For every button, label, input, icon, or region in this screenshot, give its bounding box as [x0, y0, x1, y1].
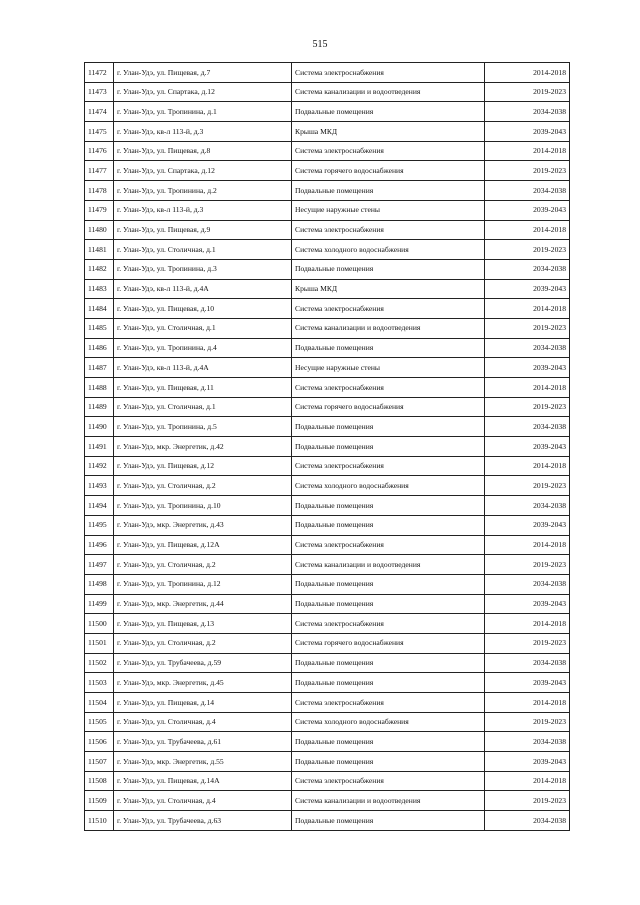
address-cell: г. Улан-Удэ, ул. Столичная, д.2 — [114, 476, 292, 496]
period-cell: 2014-2018 — [485, 378, 570, 398]
system-cell: Система холодного водоснабжения — [292, 476, 485, 496]
table-row — [85, 259, 570, 279]
table-row — [85, 693, 570, 713]
address-cell: г. Улан-Удэ, ул. Столичная, д.4 — [114, 791, 292, 811]
system-cell: Система холодного водоснабжения — [292, 712, 485, 732]
address-cell: г. Улан-Удэ, ул. Пищевая, д.10 — [114, 299, 292, 319]
table-row — [85, 338, 570, 358]
period-cell: 2019-2023 — [485, 318, 570, 338]
row-number: 11473 — [85, 82, 114, 102]
row-number: 11476 — [85, 141, 114, 161]
system-cell: Система электроснабжения — [292, 378, 485, 398]
system-cell: Подвальные помещения — [292, 673, 485, 693]
system-cell: Подвальные помещения — [292, 732, 485, 752]
address-cell: г. Улан-Удэ, мкр. Энергетик, д.43 — [114, 515, 292, 535]
system-cell: Система электроснабжения — [292, 141, 485, 161]
period-cell: 2034-2038 — [485, 811, 570, 831]
period-cell: 2014-2018 — [485, 771, 570, 791]
table-row — [85, 200, 570, 220]
address-cell: г. Улан-Удэ, мкр. Энергетик, д.42 — [114, 437, 292, 457]
table-row — [85, 279, 570, 299]
address-cell: г. Улан-Удэ, кв-л 113-й, д.4А — [114, 279, 292, 299]
table-row — [85, 122, 570, 142]
period-cell: 2019-2023 — [485, 240, 570, 260]
row-number: 11501 — [85, 633, 114, 653]
period-cell: 2039-2043 — [485, 752, 570, 772]
system-cell: Подвальные помещения — [292, 574, 485, 594]
address-cell: г. Улан-Удэ, ул. Пищевая, д.12А — [114, 535, 292, 555]
row-number: 11484 — [85, 299, 114, 319]
period-cell: 2034-2038 — [485, 732, 570, 752]
system-cell: Несущие наружные стены — [292, 358, 485, 378]
address-cell: г. Улан-Удэ, кв-л 113-й, д.3 — [114, 200, 292, 220]
row-number: 11499 — [85, 594, 114, 614]
period-cell: 2019-2023 — [485, 82, 570, 102]
table-row — [85, 82, 570, 102]
row-number: 11480 — [85, 220, 114, 240]
system-cell: Система канализации и водоотведения — [292, 791, 485, 811]
period-cell: 2034-2038 — [485, 653, 570, 673]
period-cell: 2014-2018 — [485, 63, 570, 83]
address-cell: г. Улан-Удэ, мкр. Энергетик, д.45 — [114, 673, 292, 693]
table-row — [85, 752, 570, 772]
system-cell: Подвальные помещения — [292, 338, 485, 358]
period-cell: 2034-2038 — [485, 496, 570, 516]
table-row — [85, 614, 570, 634]
address-cell: г. Улан-Удэ, ул. Тропинина, д.12 — [114, 574, 292, 594]
row-number: 11487 — [85, 358, 114, 378]
address-cell: г. Улан-Удэ, ул. Пищевая, д.8 — [114, 141, 292, 161]
system-cell: Подвальные помещения — [292, 811, 485, 831]
table-row — [85, 535, 570, 555]
period-cell: 2019-2023 — [485, 712, 570, 732]
system-cell: Подвальные помещения — [292, 594, 485, 614]
table-row — [85, 397, 570, 417]
address-cell: г. Улан-Удэ, ул. Столичная, д.1 — [114, 397, 292, 417]
period-cell: 2019-2023 — [485, 555, 570, 575]
page-number: 515 — [312, 39, 328, 50]
system-cell: Система канализации и водоотведения — [292, 555, 485, 575]
address-cell: г. Улан-Удэ, ул. Трубачеева, д.59 — [114, 653, 292, 673]
address-cell: г. Улан-Удэ, ул. Пищевая, д.11 — [114, 378, 292, 398]
system-cell: Система холодного водоснабжения — [292, 240, 485, 260]
system-cell: Подвальные помещения — [292, 259, 485, 279]
system-cell: Система электроснабжения — [292, 535, 485, 555]
period-cell: 2034-2038 — [485, 574, 570, 594]
address-cell: г. Улан-Удэ, ул. Пищевая, д.7 — [114, 63, 292, 83]
table-row — [85, 811, 570, 831]
system-cell: Система канализации и водоотведения — [292, 318, 485, 338]
table-row — [85, 240, 570, 260]
row-number: 11500 — [85, 614, 114, 634]
system-cell: Система электроснабжения — [292, 693, 485, 713]
row-number: 11508 — [85, 771, 114, 791]
address-cell: г. Улан-Удэ, ул. Тропинина, д.10 — [114, 496, 292, 516]
period-cell: 2039-2043 — [485, 122, 570, 142]
system-cell: Система электроснабжения — [292, 299, 485, 319]
system-cell: Подвальные помещения — [292, 437, 485, 457]
system-cell: Подвальные помещения — [292, 417, 485, 437]
address-cell: г. Улан-Удэ, кв-л 113-й, д.4А — [114, 358, 292, 378]
address-cell: г. Улан-Удэ, мкр. Энергетик, д.44 — [114, 594, 292, 614]
row-number: 11479 — [85, 200, 114, 220]
row-number: 11477 — [85, 161, 114, 181]
table-row — [85, 653, 570, 673]
period-cell: 2039-2043 — [485, 437, 570, 457]
table-row — [85, 437, 570, 457]
system-cell: Несущие наружные стены — [292, 200, 485, 220]
row-number: 11490 — [85, 417, 114, 437]
row-number: 11496 — [85, 535, 114, 555]
table-body — [85, 63, 570, 831]
system-cell: Система горячего водоснабжения — [292, 397, 485, 417]
registry-table — [84, 62, 570, 831]
period-cell: 2014-2018 — [485, 614, 570, 634]
address-cell: г. Улан-Удэ, ул. Пищевая, д.14А — [114, 771, 292, 791]
address-cell: г. Улан-Удэ, ул. Столичная, д.2 — [114, 555, 292, 575]
system-cell: Система электроснабжения — [292, 771, 485, 791]
row-number: 11498 — [85, 574, 114, 594]
system-cell: Подвальные помещения — [292, 181, 485, 201]
address-cell: г. Улан-Удэ, ул. Тропинина, д.1 — [114, 102, 292, 122]
address-cell: г. Улан-Удэ, ул. Столичная, д.2 — [114, 633, 292, 653]
period-cell: 2034-2038 — [485, 181, 570, 201]
row-number: 11489 — [85, 397, 114, 417]
system-cell: Подвальные помещения — [292, 102, 485, 122]
period-cell: 2034-2038 — [485, 338, 570, 358]
system-cell: Система канализации и водоотведения — [292, 82, 485, 102]
row-number: 11491 — [85, 437, 114, 457]
table-row — [85, 417, 570, 437]
table-row — [85, 791, 570, 811]
system-cell: Система электроснабжения — [292, 456, 485, 476]
row-number: 11506 — [85, 732, 114, 752]
row-number: 11483 — [85, 279, 114, 299]
system-cell: Подвальные помещения — [292, 496, 485, 516]
address-cell: г. Улан-Удэ, ул. Пищевая, д.14 — [114, 693, 292, 713]
address-cell: г. Улан-Удэ, ул. Столичная, д.1 — [114, 240, 292, 260]
system-cell: Подвальные помещения — [292, 653, 485, 673]
row-number: 11488 — [85, 378, 114, 398]
row-number: 11475 — [85, 122, 114, 142]
address-cell: г. Улан-Удэ, ул. Пищевая, д.9 — [114, 220, 292, 240]
period-cell: 2014-2018 — [485, 299, 570, 319]
period-cell: 2034-2038 — [485, 102, 570, 122]
system-cell: Подвальные помещения — [292, 752, 485, 772]
period-cell: 2039-2043 — [485, 673, 570, 693]
period-cell: 2034-2038 — [485, 417, 570, 437]
row-number: 11486 — [85, 338, 114, 358]
address-cell: г. Улан-Удэ, мкр. Энергетик, д.55 — [114, 752, 292, 772]
table-row — [85, 299, 570, 319]
system-cell: Система электроснабжения — [292, 220, 485, 240]
period-cell: 2039-2043 — [485, 200, 570, 220]
row-number: 11493 — [85, 476, 114, 496]
address-cell: г. Улан-Удэ, ул. Пищевая, д.13 — [114, 614, 292, 634]
row-number: 11482 — [85, 259, 114, 279]
table-row — [85, 141, 570, 161]
table-row — [85, 555, 570, 575]
system-cell: Крыша МКД — [292, 279, 485, 299]
row-number: 11481 — [85, 240, 114, 260]
period-cell: 2014-2018 — [485, 535, 570, 555]
row-number: 11478 — [85, 181, 114, 201]
row-number: 11507 — [85, 752, 114, 772]
table-row — [85, 181, 570, 201]
system-cell: Система электроснабжения — [292, 614, 485, 634]
system-cell: Крыша МКД — [292, 122, 485, 142]
period-cell: 2014-2018 — [485, 220, 570, 240]
period-cell: 2014-2018 — [485, 141, 570, 161]
period-cell: 2039-2043 — [485, 358, 570, 378]
table-row — [85, 673, 570, 693]
period-cell: 2039-2043 — [485, 279, 570, 299]
address-cell: г. Улан-Удэ, ул. Тропинина, д.4 — [114, 338, 292, 358]
row-number: 11492 — [85, 456, 114, 476]
table-row — [85, 63, 570, 83]
table-row — [85, 102, 570, 122]
table-row — [85, 220, 570, 240]
period-cell: 2019-2023 — [485, 791, 570, 811]
address-cell: г. Улан-Удэ, ул. Спартака, д.12 — [114, 82, 292, 102]
table-row — [85, 161, 570, 181]
period-cell: 2039-2043 — [485, 594, 570, 614]
table-row — [85, 633, 570, 653]
period-cell: 2014-2018 — [485, 456, 570, 476]
table-row — [85, 732, 570, 752]
table-row — [85, 358, 570, 378]
system-cell: Система горячего водоснабжения — [292, 161, 485, 181]
period-cell: 2019-2023 — [485, 476, 570, 496]
row-number: 11495 — [85, 515, 114, 535]
address-cell: г. Улан-Удэ, кв-л 113-й, д.3 — [114, 122, 292, 142]
row-number: 11509 — [85, 791, 114, 811]
address-cell: г. Улан-Удэ, ул. Тропинина, д.2 — [114, 181, 292, 201]
period-cell: 2019-2023 — [485, 633, 570, 653]
address-cell: г. Улан-Удэ, ул. Спартака, д.12 — [114, 161, 292, 181]
row-number: 11485 — [85, 318, 114, 338]
period-cell: 2034-2038 — [485, 259, 570, 279]
table-row — [85, 594, 570, 614]
table-row — [85, 476, 570, 496]
row-number: 11497 — [85, 555, 114, 575]
row-number: 11472 — [85, 63, 114, 83]
table-row — [85, 712, 570, 732]
address-cell: г. Улан-Удэ, ул. Тропинина, д.3 — [114, 259, 292, 279]
row-number: 11502 — [85, 653, 114, 673]
table-row — [85, 515, 570, 535]
row-number: 11510 — [85, 811, 114, 831]
table-row — [85, 771, 570, 791]
table-row — [85, 318, 570, 338]
period-cell: 2019-2023 — [485, 397, 570, 417]
address-cell: г. Улан-Удэ, ул. Тропинина, д.5 — [114, 417, 292, 437]
address-cell: г. Улан-Удэ, ул. Столичная, д.1 — [114, 318, 292, 338]
table-row — [85, 496, 570, 516]
address-cell: г. Улан-Удэ, ул. Столичная, д.4 — [114, 712, 292, 732]
row-number: 11504 — [85, 693, 114, 713]
system-cell: Система электроснабжения — [292, 63, 485, 83]
row-number: 11494 — [85, 496, 114, 516]
table-row — [85, 456, 570, 476]
address-cell: г. Улан-Удэ, ул. Трубачеева, д.63 — [114, 811, 292, 831]
system-cell: Система горячего водоснабжения — [292, 633, 485, 653]
system-cell: Подвальные помещения — [292, 515, 485, 535]
address-cell: г. Улан-Удэ, ул. Трубачеева, д.61 — [114, 732, 292, 752]
row-number: 11505 — [85, 712, 114, 732]
row-number: 11474 — [85, 102, 114, 122]
row-number: 11503 — [85, 673, 114, 693]
table-row — [85, 378, 570, 398]
table-row — [85, 574, 570, 594]
address-cell: г. Улан-Удэ, ул. Пищевая, д.12 — [114, 456, 292, 476]
period-cell: 2019-2023 — [485, 161, 570, 181]
period-cell: 2014-2018 — [485, 693, 570, 713]
period-cell: 2039-2043 — [485, 515, 570, 535]
